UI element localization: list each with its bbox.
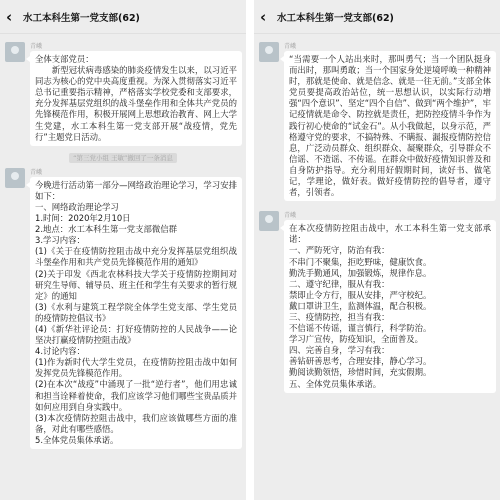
message-text: 一、严防死守，防治有我：: [289, 245, 390, 256]
message-text: 4.讨论内容：: [35, 346, 85, 357]
sender-name: 青峨: [284, 212, 297, 220]
sender-name: 青峨: [30, 43, 43, 50]
message-text: 在本次疫情防控阻击战中，水工本科生第一党支部承诺：: [289, 223, 491, 245]
message-text: 一、网络政治理论学习: [35, 201, 119, 212]
message: [254, 211, 500, 392]
chat-title: 水工本科生第一党支部(62): [23, 12, 140, 24]
message-bubble[interactable]: [30, 51, 242, 146]
message-bubble[interactable]: [284, 220, 496, 392]
avatar[interactable]: [5, 42, 25, 62]
chat-header: [254, 0, 500, 34]
message-text: 3.学习内容：: [35, 235, 85, 246]
message: [254, 42, 500, 201]
chat-title: 水工本科生第一党支部(62): [277, 12, 394, 24]
message-text: (1)作为新时代大学生党员，在疫情防控阻击战中如何发挥党员先锋模范作用。: [35, 357, 237, 379]
message: [0, 42, 246, 146]
sender-name: 青峨: [284, 43, 297, 50]
back-arrow-icon[interactable]: ‹: [260, 7, 267, 26]
message-text: (3)本次疫情防控阻击战中，我们应该做哪些方面的准备，对此有哪些感悟。: [35, 412, 237, 434]
message-text: 五、全体党员集体承诺。: [289, 378, 382, 389]
message-text: 1.时间：2020年2月10日: [35, 213, 131, 224]
message-text: 善钻研善思考，合理安排，静心学习。: [289, 356, 432, 367]
chat-panel-right: [254, 0, 500, 500]
message-text: 勤洗手勤通风，加强锻炼，规律作息。: [289, 267, 432, 278]
sender-name: 青峨: [30, 168, 43, 176]
message-text: 不串门不聚集，拒吃野味，健康饮食。: [289, 256, 432, 267]
message: [0, 168, 246, 449]
message-text: 全体支部党员：: [35, 54, 94, 64]
message-text: “当需要一个人站出来时，那叫勇气；当一个团队挺身而出时，那叫勇敢；当一个国家身处逆境呼唤一种精神时，那就是使命、就是信念、就是一往无前。”支部全体党员要提高政治站位，统一思想认识，以实际行动增强“四个意识”、坚定“四个自信”、做到“两个维护”，牢记疫情就是命令、防控就是责任，把防控疫情斗争作为践行初心使命的“试金石”。从小我做起，以身示范，严格遵守党的要求，不搞特殊、不瞒报、漏报疫情防控信息，广泛动员群众、组织群众、凝聚群众，引导群众不信谣、不造谣、不传谣。在群众中做好疫情知识普及和自身防护指导。充分利用好假期时间，读好书、做笔记，学理论，做好表。做好疫情防控的倡导者，遵守者，引领者。: [289, 54, 491, 198]
recall-notice: “第三党小组 王敏”撤回了一条消息: [0, 153, 246, 162]
message-text: 戴口罩讲卫生，监测体温，配合积极。: [289, 300, 432, 311]
message-bubble[interactable]: [284, 51, 496, 201]
message-text: (2)在本次“战疫”中涌现了一批“逆行者”，他们用忠诚和担当诠释着使命，我们应该学习他们哪些宝贵品质并如何应用到自身实践中。: [35, 379, 237, 412]
message-text: 二、遵守纪律，服从有我：: [289, 278, 390, 289]
message-text: 今晚进行活动第一部分—网络政治理论学习，学习安排如下：: [35, 179, 237, 201]
message-text: 新型冠状病毒感染的肺炎疫情发生以来，以习近平同志为核心的党中央高度重视。为深入贯彻落实习近平总书记重要指示精神，严格落实学校党委和支部要求，充分发挥基层党组织的战斗堡垒作用和全体共产党员的先锋模范作用，积极开展网上思想政治教育、网上大学生党建，水工本科生第一党支部开展“战疫情，党先行”主题党日活动。: [35, 65, 237, 142]
avatar[interactable]: [259, 42, 279, 62]
message-text: (3)《水利与建筑工程学院全体学生党支部、学生党员的疫情防控倡议书》: [35, 301, 237, 323]
message-text: 学习广宣传，防疫知识，全面普及。: [289, 334, 423, 345]
message-text: 勤阅读勤领悟，珍惜时间，充实假期。: [289, 367, 432, 378]
chat-header: [0, 0, 246, 34]
back-arrow-icon[interactable]: ‹: [6, 7, 13, 26]
message-text: 四、完善自身，学习有我：: [289, 345, 390, 356]
message-text: 5.全体党员集体承诺。: [35, 434, 119, 445]
message-bubble[interactable]: [30, 177, 242, 449]
message-text: 2.地点：水工本科生第一党支部微信群: [35, 224, 177, 235]
message-text: 三、疫情防控，担当有我：: [289, 311, 390, 322]
avatar[interactable]: [5, 168, 25, 188]
message-text: 禁即止令方行，服从安排，严守校纪。: [289, 289, 432, 300]
message-text: (4)《新华社评论员：打好疫情防控的人民战争——论坚决打赢疫情防控阻击战》: [35, 323, 237, 346]
avatar[interactable]: [259, 211, 279, 231]
message-text: 不信谣不传谣，谨言慎行，科学防治。: [289, 323, 432, 334]
chat-panel-left: [0, 0, 246, 500]
message-text: (1)《关于在疫情防控阻击战中充分发挥基层党组织战斗堡垒作用和共产党员先锋模范作用的通知》: [35, 246, 237, 268]
message-text: (2)关于印发《西北农林科技大学关于疫情防控期间对研究生导师、辅导员、班主任和学生有关要求的暂行规定》的通知: [35, 268, 237, 301]
